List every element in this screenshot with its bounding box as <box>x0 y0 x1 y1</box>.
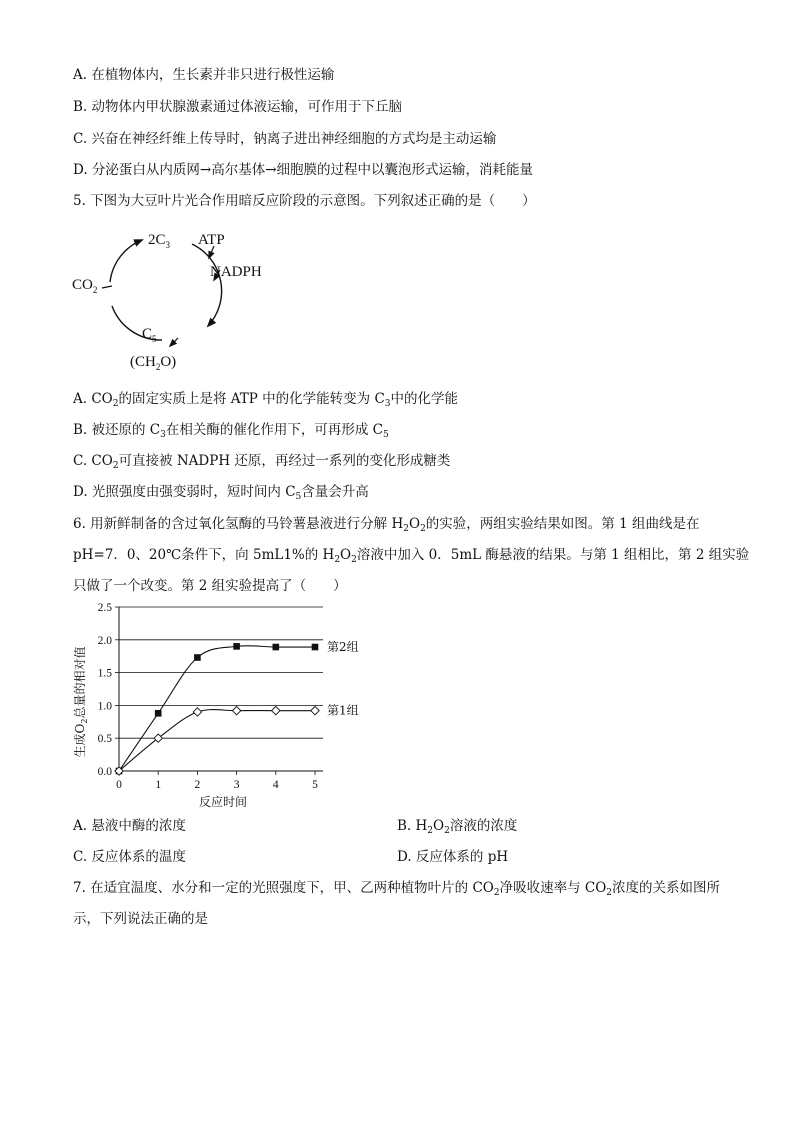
y-tick-label: 2.5 <box>97 602 112 614</box>
data-point-group2 <box>194 654 201 661</box>
x-tick-label: 2 <box>194 779 201 791</box>
series-label-group1: 第1组 <box>327 703 359 718</box>
q6-option-a: A. 悬液中酶的浓度 <box>73 818 186 834</box>
data-point-group1 <box>232 706 240 714</box>
co2-label: $CO_2$ <box>72 277 98 295</box>
y-tick-label: 0.5 <box>97 733 112 746</box>
y-tick-label: 0.0 <box>97 766 112 778</box>
data-point-group1 <box>311 706 319 714</box>
ch2o-label: $(CH_2O)$ <box>130 354 177 372</box>
data-point-group2 <box>233 643 240 650</box>
series-label-group2: 第2组 <box>327 640 359 655</box>
data-point-group2 <box>312 644 319 651</box>
q5-option-b: B. 被还原的 $C_3$在相关酶的催化作用下，可再形成 $C_5$ <box>73 422 389 440</box>
q5-option-d: D. 光照强度由强变弱时，短时间内 $C_5$含量会升高 <box>73 484 369 502</box>
series-line-group2 <box>119 646 315 771</box>
q6-stem-line3: 只做了一个改变。第 2 组实验提高了（ ） <box>73 578 347 594</box>
data-point-group1 <box>272 706 280 714</box>
q6-stem-line2: pH=7．0、20℃条件下，向 5mL1%的 $H_2O_2$溶液中加入 0．5mL 酶悬液的结果。与第 1 组相比，第 2 组实验 <box>73 547 750 565</box>
q4-option-d: D. 分泌蛋白从内质网→高尔基体→细胞膜的过程中以囊泡形式运输，消耗能量 <box>73 162 534 178</box>
calvin-cycle-diagram <box>66 222 296 377</box>
q5-option-c: C. $CO_2$可直接被 NADPH 还原，再经过一系列的变化形成糖类 <box>73 453 451 471</box>
y-tick-label: 1.0 <box>97 700 112 713</box>
q6-option-c: C. 反应体系的温度 <box>73 849 186 865</box>
ch2o-arrow <box>170 338 178 346</box>
cycle-arc-right <box>192 244 222 326</box>
y-axis-label: 生成$O_2$总量的相对值 <box>73 646 89 758</box>
x-tick-label: 3 <box>233 779 240 791</box>
q4-option-c: C. 兴奋在神经纤维上传导时，钠离子进出神经细胞的方式均是主动运输 <box>73 131 497 147</box>
nadph-label: NADPH <box>210 264 262 280</box>
q6-stem-line1: 6. 用新鲜制备的含过氧化氢酶的马铃薯悬液进行分解 $H_2O_2$的实验，两组实验结果如图。第 1 组曲线是在 <box>73 516 700 534</box>
q6-option-b: B. $H_2O_2$溶液的浓度 <box>397 818 518 836</box>
c3-label: $2C_3$ <box>148 232 171 250</box>
c5-label: $C_5$ <box>142 326 157 344</box>
y-tick-label: 1.5 <box>97 667 112 680</box>
cycle-arc-left <box>110 240 142 282</box>
q7-stem-line2: 示，下列说法正确的是 <box>73 911 208 927</box>
co2-arrow <box>102 286 112 288</box>
q6-option-d: D. 反应体系的 pH <box>397 849 509 865</box>
data-point-group1 <box>193 708 201 716</box>
x-tick-label: 5 <box>312 779 318 791</box>
q4-option-b: B. 动物体内甲状腺激素通过体液运输，可作用于下丘脑 <box>73 99 403 115</box>
series-line-group1 <box>119 710 315 771</box>
q5-option-a: A. $CO_2$的固定实质上是将 ATP 中的化学能转变为 $C_3$中的化学能 <box>73 391 459 409</box>
data-point-group2 <box>155 710 162 717</box>
data-point-group2 <box>273 644 280 651</box>
o2-production-chart <box>66 598 376 810</box>
x-tick-label: 1 <box>155 779 162 791</box>
x-tick-label: 4 <box>272 779 279 791</box>
q7-stem-line1: 7. 在适宜温度、水分和一定的光照强度下，甲、乙两种植物叶片的 $CO_2$净吸收速率与 $CO_2$浓度的关系如图所 <box>73 880 721 898</box>
x-axis-label: 反应时间 <box>198 795 248 809</box>
x-tick-label: 0 <box>116 779 122 791</box>
y-tick-label: 2.0 <box>97 634 112 647</box>
atp-label: ATP <box>198 232 225 248</box>
q5-stem: 5. 下图为大豆叶片光合作用暗反应阶段的示意图。下列叙述正确的是（ ） <box>73 193 536 209</box>
q4-option-a: A. 在植物体内，生长素并非只进行极性运输 <box>73 67 335 83</box>
